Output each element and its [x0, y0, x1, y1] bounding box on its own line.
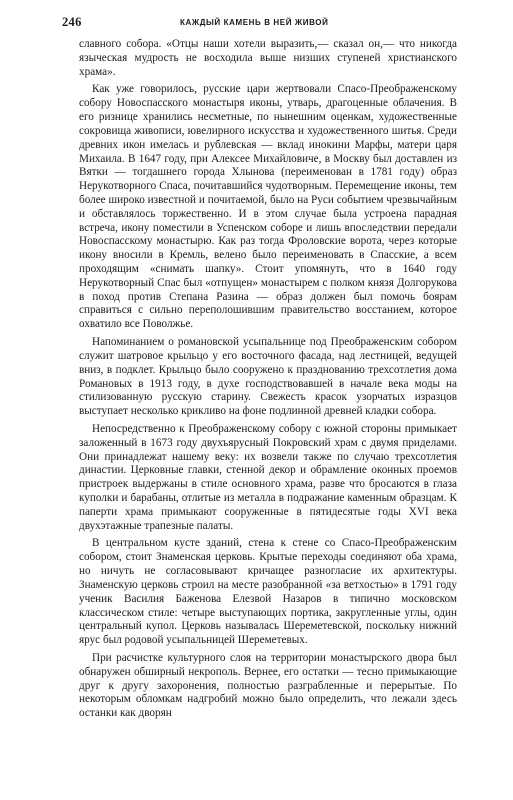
paragraph-pokrovsky-church: Непосредственно к Преображенскому собору с южной стороны примыкает заложенный в 1673 году двухъярусный Покровский храм с двумя приделами. Они принадлежат нашему веку: их возвели также по случаю трехсотлетия династии. Церковные главки, стенной декор и обрамление оконных проемов пристроек выдержаны в стиле основного храма, разве что бросаются в глаза куполки и барабаны, отлитые из металла в подражание каменным образцам. К паперти храма примыкают сооруженные в пятидесятые годы XVI века двухэтажные трапезные палаты. [79, 422, 457, 532]
paragraph-tent-porch: Напоминанием о романовской усыпальнице под Преображенским собором служит шатровое крыльцо у его восточного фасада, над лестницей, ведущей вниз, в подклет. Крыльцо было сооружено к празднованию трехсотлетия дома Романовых в 1913 году, в духе господствовавшей в начале века моды на стилизованную русскую старину. Свежесть красок узорчатых изразцов выступает несколько крикливо на фоне подлинной древней кладки собора. [79, 336, 457, 418]
page-number: 246 [62, 15, 82, 29]
running-title: КАЖДЫЙ КАМЕНЬ В НЕЙ ЖИВОЙ [180, 18, 329, 27]
running-head [0, 0, 513, 32]
paragraph-continued: славного собора. «Отцы наши хотели выразить,— сказал он,— что никогда языческая мудрость не восходила выше низших ступеней христианского храма». [79, 38, 457, 78]
paragraph-icons-and-treasures: Как уже говорилось, русские цари жертвовали Спасо-Преображенскому собору Новоспасского монастыря иконы, утварь, драгоценные облачения. В его ризнице хранились несметные, по нынешним оценкам, художественные сокровища живописи, ювелирного искусства и художественного шитья. Среди древних икон имелась и рублевская — вклад инокини Марфы, матери царя Михаила. В 1647 году, при Алексее Михайловиче, в Москву был доставлен из Вятки — тогдашнего города Хлынова (переименован в 1781 году) образ Нерукотворного Спаса, почитавшийся чудотворным. Перемещение иконы, тем более широко известной и почитаемой, было на Руси событием чрезвычайным и обставлялось торжественно. И в этом случае была устроена парадная встреча, икону поместили в Успенском соборе и лишь впоследствии передали Новоспасскому монастырю. Как раз тогда Фроловские ворота, через которые икону вносили в Кремль, велено было переименовать в Спасские, а всем проходящим «снимать шапку». Стоит упомянуть, что в 1640 году Нерукотворный Спас был «отпущен» монастырем с полком князя Долгорукова в поход против Степана Разина — образ должен был помочь боярам справиться с сильно переполошившим правительство восстанием, которое охватило все Поволжье. [79, 83, 457, 331]
paragraph-znamenskaya-church: В центральном кусте зданий, стена к стене со Спасо-Преображенским собором, стоит Знаменская церковь. Крытые переходы соединяют оба храма, но ничуть не согласовывают кричащее разногласие их архитектуры. Знаменскую церковь строил на месте разобранной «за ветхостью» в 1791 году ученик Василия Баженова Елезвой Назаров в типично московском классическом стиле: четыре выступающих портика, закругленные углы, один центральный купол. Церковь называлась Шереметевской, поскольку нижний ярус был родовой усыпальницей Шереметевых. [79, 537, 457, 647]
body-text [79, 38, 457, 725]
paragraph-necropolis: При расчистке культурного слоя на территории монастырского двора был обнаружен обширный некрополь. Вернее, его остатки — тесно примыкающие друг к другу захоронения, полностью разграбленные и перерытые. По некоторым обломкам надгробий можно было определить, что лежали здесь останки как дворян [79, 651, 457, 720]
